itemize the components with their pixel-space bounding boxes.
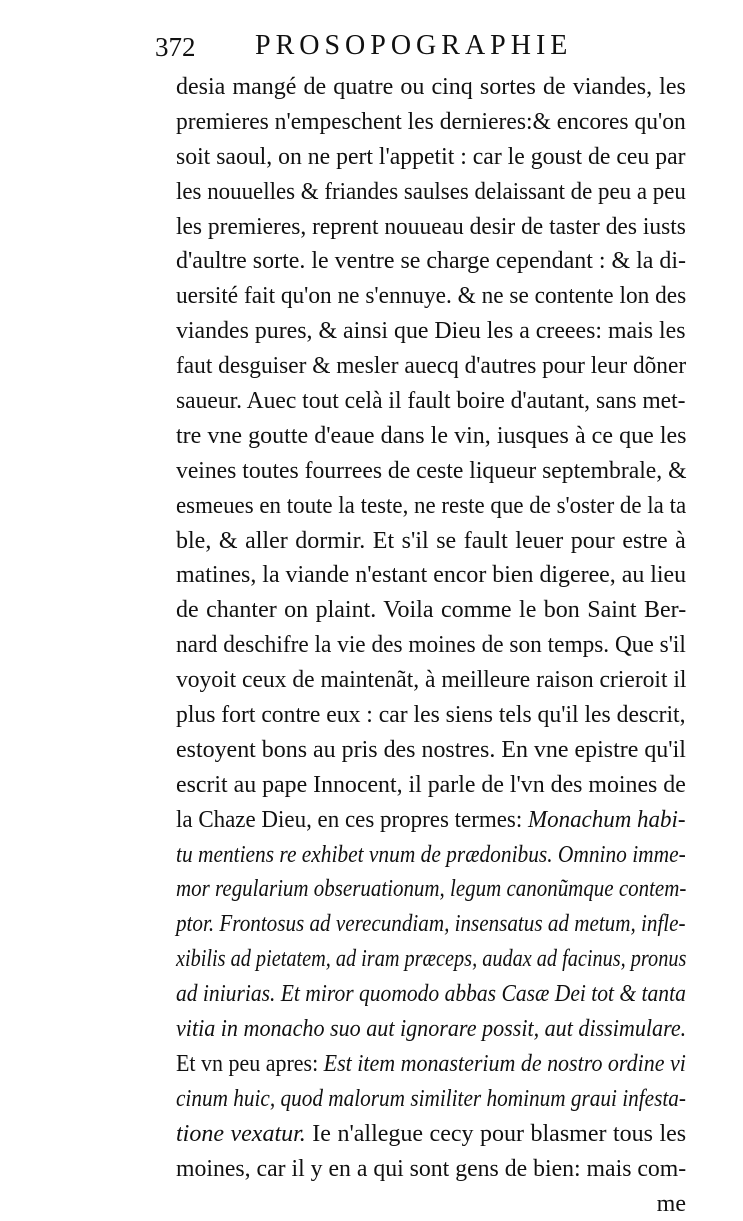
text-line xyxy=(176,175,686,210)
text-line xyxy=(176,489,686,524)
french-text: la Chaze Dieu, en ces propres termes: xyxy=(176,807,528,833)
french-text: matines, la viande n'estant encor bien digeree, au lieu xyxy=(176,562,686,588)
text-line xyxy=(176,384,686,419)
latin-quotation-text: Monachum habi- xyxy=(528,807,686,833)
text-line xyxy=(176,244,686,279)
french-text: estoyent bons au pris des nostres. En vne epistre qu'il xyxy=(176,737,686,763)
text-line xyxy=(176,210,686,245)
text-line xyxy=(176,1082,686,1117)
french-text: viandes pures, & ainsi que Dieu les a creees: mais les xyxy=(176,318,686,344)
french-text: tre vne goutte d'eaue dans le vin, iusques à ce que les xyxy=(176,423,686,449)
text-line xyxy=(176,279,686,314)
latin-quotation-text: Est item monasterium de nostro ordine vi xyxy=(324,1051,686,1077)
french-text: nard deschifre la vie des moines de son temps. Que s'il xyxy=(176,632,686,658)
text-line xyxy=(176,593,686,628)
text-line xyxy=(176,803,686,838)
latin-quotation-text: ad iniurias. Et miror quomodo abbas Casæ Dei tot & tanta xyxy=(176,981,686,1007)
text-line xyxy=(176,1117,686,1152)
text-line xyxy=(176,1012,686,1047)
french-text: escrit au pape Innocent, il parle de l'vn des moines de xyxy=(176,772,686,798)
latin-quotation-text: ptor. Frontosus ad verecundiam, insensatus ad metum, infle- xyxy=(176,911,686,937)
french-text: d'aultre sorte. le ventre se charge cependant : & la di- xyxy=(176,248,686,274)
running-head: PROSOPOGRAPHIE xyxy=(255,30,572,62)
text-line xyxy=(176,698,686,733)
text-line xyxy=(176,872,686,907)
french-text: soit saoul, on ne pert l'appetit : car le goust de ceu par xyxy=(176,144,686,170)
french-text: saueur. Auec tout celà il fault boire d'autant, sans met- xyxy=(176,388,686,414)
text-line xyxy=(176,907,686,942)
text-line xyxy=(176,454,686,489)
french-text: uersité fait qu'on ne s'ennuye. & ne se contente lon des xyxy=(176,283,686,309)
text-line xyxy=(176,314,686,349)
text-line xyxy=(176,70,686,105)
text-line xyxy=(176,663,686,698)
catchword: me xyxy=(176,1187,686,1221)
text-line xyxy=(176,942,686,977)
text-line xyxy=(176,628,686,663)
french-text: veines toutes fourrees de ceste liqueur septembrale, & xyxy=(176,458,686,484)
body-text xyxy=(176,70,686,1221)
text-line xyxy=(176,1152,686,1187)
page-number: 372 xyxy=(155,32,196,63)
french-text: esmeues en toute la teste, ne reste que de s'oster de la ta xyxy=(176,493,686,519)
french-text: plus fort contre eux : car les siens tels qu'il les descrit, xyxy=(176,702,686,728)
text-line xyxy=(176,558,686,593)
text-line xyxy=(176,1047,686,1082)
french-text: Et vn peu apres: xyxy=(176,1051,324,1077)
latin-quotation-text: mor regularium obseruationum, legum canonũmque contem- xyxy=(176,876,686,902)
latin-quotation-text: tione vexatur. xyxy=(176,1121,312,1147)
text-line xyxy=(176,524,686,559)
text-line xyxy=(176,768,686,803)
page-header xyxy=(155,30,675,70)
latin-quotation-text: tu mentiens re exhibet vnum de prædonibus. Omnino imme- xyxy=(176,842,686,868)
text-line xyxy=(176,838,686,873)
french-text: faut desguiser & mesler auecq d'autres pour leur dõner xyxy=(176,353,686,379)
latin-quotation-text: vitia in monacho suo aut ignorare possit, aut dissimulare. xyxy=(176,1016,686,1042)
text-line xyxy=(176,105,686,140)
french-text: les nouuelles & friandes saulses delaissant de peu a peu xyxy=(176,179,686,205)
latin-quotation-text: cinum huic, quod malorum similiter hominum graui infesta- xyxy=(176,1086,686,1112)
french-text: Ie n'allegue cecy pour blasmer tous les xyxy=(312,1121,686,1147)
french-text: ble, & aller dormir. Et s'il se fault leuer pour estre à xyxy=(176,528,686,554)
text-line xyxy=(176,140,686,175)
french-text: de chanter on plaint. Voila comme le bon Saint Ber- xyxy=(176,597,686,623)
french-text: premieres n'empeschent les dernieres:& encores qu'on xyxy=(176,109,686,135)
french-text: desia mangé de quatre ou cinq sortes de viandes, les xyxy=(176,74,686,100)
text-line xyxy=(176,733,686,768)
text-line xyxy=(176,349,686,384)
latin-quotation-text: xibilis ad pietatem, ad iram præceps, audax ad facinus, pronus xyxy=(176,946,686,972)
text-line xyxy=(176,977,686,1012)
french-text: moines, car il y en a qui sont gens de bien: mais com- xyxy=(176,1156,686,1182)
french-text: les premieres, reprent nouueau desir de taster des iusts xyxy=(176,214,686,240)
text-line xyxy=(176,419,686,454)
french-text: voyoit ceux de maintenãt, à meilleure raison crieroit il xyxy=(176,667,686,693)
